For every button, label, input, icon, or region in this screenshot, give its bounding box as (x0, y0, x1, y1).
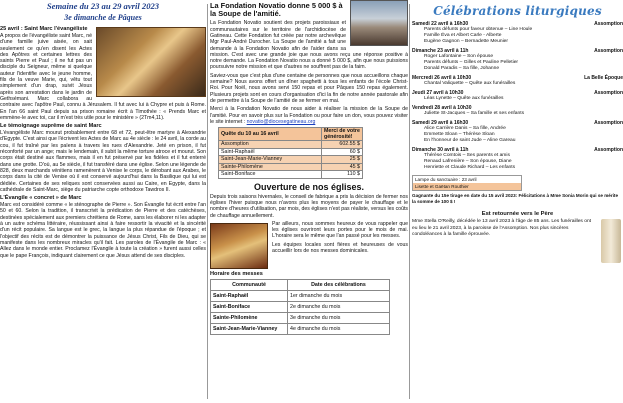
donations-header-left: Quête du 10 au 16 avril (219, 128, 322, 141)
ouverture-title: Ouverture de nos églises. (253, 181, 365, 192)
ouverture-paragraph-1: Depuis trois saisons hivernales, le conseil de fabrique a pris la décision de fermer nos églises l'hiver puisque nous n'avons plus les moyens de payer le chauffage et le nombre d'heures d'utilisation, par mois, des églises n'est pas réaliste, versus les coûts de chauffage annuellement. (210, 193, 408, 219)
celebration-date: Dimanche 30 avril à 11h (412, 147, 469, 153)
celebration-place: Assomption (594, 90, 623, 96)
novatio-title: La Fondation Novatio donne 5 000 $ à la Soupe de l'amitié. (210, 1, 343, 19)
celebration-intention: Léas Lynette – Quête aux funérailles (424, 96, 504, 101)
table-row: Sainte-Philomène 3e dimanche du mois (211, 312, 390, 323)
celebration-place: Assomption (594, 120, 623, 126)
celebration-day (412, 147, 623, 171)
celebration-intention: Juliette St-Jacques – Sa famille et ses enfants (424, 111, 525, 116)
celebration-date: Vendredi 28 avril à 10h30 (412, 105, 472, 111)
section-saint-marc-title: 25 avril : Saint Marc l'évangéliste (0, 26, 88, 32)
table-row: Saint-Raphaël 1er dimanche du mois (211, 290, 390, 301)
celebrations-list (412, 21, 623, 171)
celebration-date: Samedi 29 avril à 16h30 (412, 120, 469, 126)
celebration-day (412, 90, 623, 102)
lampe-label: Lampe du sanctuaire : 23 avril (415, 177, 477, 182)
celebration-place: Assomption (594, 48, 623, 54)
column-celebrations (412, 0, 623, 403)
celebrations-title: Célébrations liturgiques (433, 4, 602, 18)
celebration-date: Mercredi 26 avril à 10h30 (412, 75, 472, 81)
church-image (210, 223, 268, 269)
column-divider (207, 4, 208, 399)
novatio-cheque-photo (350, 0, 408, 46)
section-evangile-title: L'Évangile « concret » de Marc (0, 195, 82, 202)
retour-title: Est retournée vers le Père (481, 211, 554, 217)
table-row: Saint-Boniface 110 $ (219, 171, 363, 179)
novatio-link[interactable]: novatio@diocesegatineau.org (246, 118, 316, 125)
celebration-intention: Donald Paradis – Sa fille, Johanne (424, 66, 500, 71)
table-row: Saint-Boniface 2e dimanche du mois (211, 301, 390, 312)
week-header: Semaine du 23 au 29 avril 2023 (46, 1, 160, 11)
celebration-intention: Renaud Lafrenière – Son épouse, Diane (424, 159, 512, 164)
week-subheader: 3e dimanche de Pâques (64, 13, 142, 22)
celebration-intention: Parents défunts pour faveur obtenue – Line Houle (424, 27, 533, 32)
table-row: Saint-Raphaël 60 $ (219, 148, 363, 156)
celebration-place: Assomption (594, 21, 623, 27)
celebration-intention: Henriette et Claude Richard – Les enfants (424, 165, 516, 170)
lampe-value: Lisette et Gaëtan Routhier (413, 183, 521, 190)
celebration-intention: Emmette Sloan – Thérèse Sloan (424, 132, 495, 137)
column-divider (409, 4, 410, 399)
celebration-date: Jeudi 27 avril à 10h30 (412, 90, 464, 96)
celebration-day (412, 75, 623, 87)
celebration-day (412, 120, 623, 144)
gagnante-text: Gagnante du 15e tirage en date du 15 avril 2023: Félicitations à Mme Sonia Morin qui se mérite la somme de 100 $ ! (412, 193, 619, 204)
table-row: Saint-Jean-Marie-Vianney 4e dimanche du mois (211, 323, 390, 334)
ouverture-paragraph-3: Les équipes locales sont fières et heureuses de vous accueillir lors de nos messes dominicales. (272, 241, 408, 255)
celebration-intention: Thérèse Comtois – Ses parents et amis (424, 153, 510, 158)
celebration-intention: Chantal Valiquette – Quête aux funérailles (424, 81, 516, 86)
novatio-paragraph-1: La Fondation Novatio soutient des projets paroissiaux et communautaires sur le territoire de l'archidiocèse de Gatineau. Cette Fondation fut créée par notre archevêque Mgr Paul-André Durocher. La Soupe de l'amitié a fait une demande à la Fondation Novatio afin de l'aider dans sa mission. C'est avec une grande joie que nous avons reçu une réponse positive à notre demande. La Fondation Novatio nous a donné 5 000 $, afin que nous puissions poursuivre notre mission et que d'autres ne souffrent pas de la faim. (210, 20, 408, 71)
celebration-place: La Belle Époque (584, 75, 623, 81)
celebration-date: Samedi 22 avril à 16h30 (412, 21, 469, 27)
celebration-date: Dimanche 23 avril à 11h (412, 48, 469, 54)
lampe-box (412, 175, 522, 191)
celebration-intention: Parents défunts – Gilles et Pauline Pelletier (424, 60, 519, 65)
ouverture-paragraph-2: Par ailleurs, nous sommes heureux de vous rappeler que les églises ouvriront leurs portes pour le mois de mai. L'horaire sera le même que l'an passé pour les messes. (272, 220, 408, 240)
table-row: Saint-Jean-Marie-Vianney 25 $ (219, 156, 363, 164)
section-evangile-body: Marc est considéré comme « le sténographe de Pierre ». Son Évangile fut écrit entre l'an 50 et 60. Selon la tradition, il transcrivit la prédication de Pierre et des catéchèses, destinées spécialement aux premiers chrétiens de Rome, sans les élaborer ni les adapter à un autre schéma littéraire, réussissant ainsi à faire ressortir la vivacité et la sincérité d'un récit populaire. Sa langue est le grec, la langue la plus répandue de l'époque ; et l'objectif des récits est de démontrer la puissance de Jésus Christ, Fils de Dieu, qui se manifeste dans les nombreux miracles qu'il fait. Les paroles de l'Évangile de Marc : « Allez dans le monde entier. Proclamez l'Évangile à toute la création » furent aussi celles que le pape François, indiquant clairement ce que Jésus attend de ses disciples. (0, 202, 206, 259)
donations-table (218, 127, 363, 179)
saint-marc-painting (96, 27, 206, 97)
column-novatio (210, 0, 408, 403)
section-saint-marc-body: A propos de l'évangéliste saint Marc, né d'une famille juive aisée, on sait seulement ce qu'en disent les Actes des Apôtres et certaines lettres des saints Pierre et Paul ; il ne fut pas un disciple du Seigneur, même si quelque auteur l'identifie avec le jeune homme, fils de la veuve Marie, qui, vêtu tout simplement d'un drap, suivit Jésus après son arrestation dans le jardin de Gethsémani. Marc collabora au contraire avec l'apôtre Paul, connu à Jérusalem. Il fut avec lui à Chypre et puis à Rome. En l'an 66 saint Paul depuis sa prison romaine écrit à Timothée : « Prends Marc et emmène-le avec toi, car il m'est très utile pour le ministère » (2Tm4,11). (0, 33, 206, 121)
novatio-paragraph-3: Merci à la Fondation Novatio de nous aider à réaliser la mission de la Soupe de l'amitié. Pour en savoir plus sur la Fondation ou pour faire un don, vous pouvez visiter le site internet : novatio@diocesegatineau.org (210, 106, 408, 125)
section-temoignage-body: L'évangéliste Marc mourut probablement entre 68 et 72, peut-être martyre à Alexandrie d'Egypte. C'est ainsi que l'écrivent les Actes de Marc au 4e siècle : le 24 avril, la corde au cou, il fut traîné par les païens à travers les rues d'Alexandrie. Jeté en prison, il fut réconforté par un ange; mais le lendemain, il subit la même torture atroce et mourut. Son corps était destiné aux flammes, mais il en fut préservé par les fidèles et il fut enterré dans une grotte. D'où, au 5e siècle, il fut transféré dans une église. Selon une légende de 828, deux marchands vénitiens ramenèrent à Venise le corps, le dérobant aux Arabes, le corps dans la cité de Venise où il est conservé aujourd'hui dans la Basilique qui lui est dédiée. Certaines de ses reliques sont conservées aussi au Caire, en Egypte, dans la cathédrale de Saint-Marc, siège du patriarche copte orthodoxe Tawdros II. (0, 130, 206, 193)
celebration-place: Assomption (594, 147, 623, 153)
celebration-day (412, 48, 623, 72)
retour-body: Mme Stella O'Reilly, décédée le 13 avril 2023 à l'âge de 85 ans. Les funérailles ont eu lieu le 21 avril 2023, à la paroisse de l'Assomption. Nos plus sincères condoléances à la famille éprouvée. (412, 219, 592, 238)
celebration-day (412, 105, 623, 117)
celebration-intention: Eugène Gagnon – Bernadette Meunier (424, 39, 509, 44)
section-temoignage-title: Le témoignage suprême de saint Marc (0, 123, 102, 130)
column-saint-marc (0, 0, 206, 403)
celebration-intention: En l'honneur de saint Jude – Aline Gareau (424, 138, 516, 143)
table-row: Assomption 602.55 $ (219, 141, 363, 149)
novatio-paragraph-2: Saviez-vous que c'est plus d'une centaine de personnes que nous accueillons chaque semaine? Nous avons offert un dîner spaghetti à tous les enfants de l'école Christ-Roi. Pour Noël, nous avons servi 150 repas et pour Pâques 150 repas également. Plusieurs projets sont en cours d'organisation d'ici la fin de notre année pastorale afin de permettre à la Soupe de l'amitié de se fermer en mai. (210, 72, 408, 104)
table-row: Sainte-Philomène 45 $ (219, 163, 363, 171)
celebration-intention: Famille Éva et Albert Carle - Alberte (424, 33, 502, 38)
candle-image (601, 219, 621, 263)
celebration-intention: Roger Lafontaine – Son épouse (424, 54, 494, 59)
celebration-intention: Alice Carrière Danis – Sa fille, Andrée (424, 126, 506, 131)
horaire-table: Communauté Date des célébrations Saint-Raphaël 1er dimanche du mois Saint-Boniface 2e dimanche du mois Sainte-Philomène 3e dimanche du mois Saint-Jean-Marie-Vianney 4e dimanche du mois (210, 279, 390, 335)
horaire-title: Horaire des messes (210, 270, 263, 277)
donations-header-right: Merci de votre générosité! (322, 128, 363, 141)
celebration-day (412, 21, 623, 45)
